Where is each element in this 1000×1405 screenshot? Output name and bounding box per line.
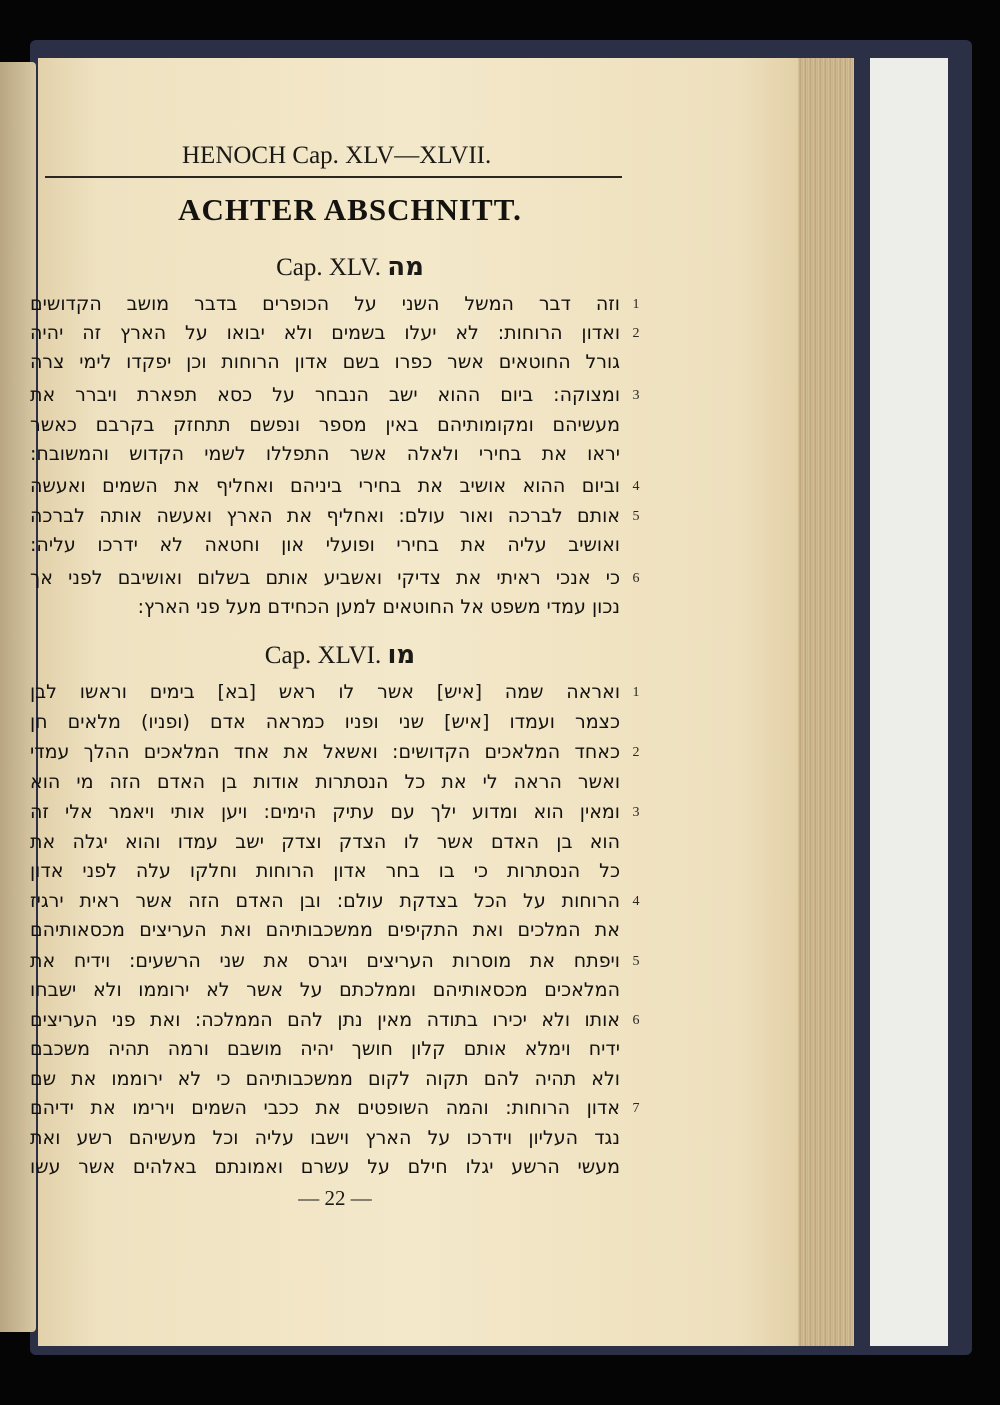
verse-number: 4 xyxy=(632,894,640,909)
text-line: מעשי הרשע יגלו חילם על עשרם ואמונתם באלהים אשר עשו xyxy=(30,1156,620,1178)
text-line: אותו ולא יכירו בתודה מאין נתן להם הממלכה: ואת פני העריצים xyxy=(30,1009,620,1031)
chapter-hebrew-number: מה xyxy=(387,252,424,282)
verse-number: 5 xyxy=(632,509,640,524)
verse-number: 4 xyxy=(632,479,640,494)
verse-number: 6 xyxy=(632,571,640,586)
section-title: ACHTER ABSCHNITT. xyxy=(178,192,522,227)
verse-number: 2 xyxy=(632,745,640,760)
chapter-label: Cap. XLV. xyxy=(276,254,381,281)
chapter-heading-xlvi xyxy=(220,640,460,676)
text-line: ואראה שמה [איש] אשר לו ראש [בא] בימים וראשו לבן xyxy=(30,681,620,703)
verse-number: 7 xyxy=(632,1101,640,1116)
text-line: אותם לברכה ואור עולם: ואחליף את הארץ ואעשה אותה לברכה xyxy=(30,505,620,527)
header-rule xyxy=(45,176,622,178)
text-line: הרוחות על הכל בצדקת עולם: ובן האדם הזה אשר ראית ירגיז xyxy=(30,890,620,912)
verse-number: 5 xyxy=(632,954,640,969)
verse-number: 6 xyxy=(632,1013,640,1028)
verse-number: 1 xyxy=(632,297,640,312)
page-stack-edges xyxy=(792,58,854,1346)
verse-number: 2 xyxy=(632,326,640,341)
text-line: וביום ההוא אושיב את בחירי ביניהם ואחליף את השמים ואעשה xyxy=(30,475,620,497)
text-line: ואשר הראה לי את כל הנסתרות אודות בן האדם הזה מי הוא xyxy=(30,771,620,793)
text-line: ואושיב עליה את בחירי ופועלי און וחטאה לא ידרכו עליה: xyxy=(30,534,620,556)
running-head: HENOCH Cap. XLV—XLVII. xyxy=(182,142,492,169)
page-number: — 22 — xyxy=(298,1186,372,1210)
text-line: ואדון הרוחות: לא יעלו בשמים ולא יבואו על הארץ זה יהיה xyxy=(30,322,620,344)
text-line: את המלכים ואת התקיפים ממשכבותיהם ואת העריצים מכסאותיהם xyxy=(30,919,620,941)
text-line: מעשיהם ומקומותיהם באין מספר ונפשם תתחזק בקרבם כאשר xyxy=(30,414,620,436)
chapter-label: Cap. XLVI. xyxy=(264,642,382,669)
text-line: ולא תהיה להם תקוה לקום ממשכבותיהם כי לא ירוממו את שם xyxy=(30,1068,620,1090)
text-line: אדון הרוחות: והמה השופטים את ככבי השמים וירימו את ידיהם xyxy=(30,1097,620,1119)
text-line: כצמר ועמדו [איש] שני ופניו כמראה אדם (ופניו) מלאים חן xyxy=(30,711,620,733)
page-block-edge xyxy=(870,58,948,1346)
verse-number: 3 xyxy=(632,805,640,820)
text-line: ומאין הוא ומדוע ילך עם עתיק הימים: ויען אותי ויאמר אלי זה xyxy=(30,801,620,823)
text-line: ידיח וימלא אותם קלון חושך יהיה מושבם ורמה תהיה משכבם xyxy=(30,1038,620,1060)
text-line: יראו את בחירי ולאלה אשר התפללו לשמי הקדוש והמשובח: xyxy=(30,443,620,465)
verse-number: 3 xyxy=(632,388,640,403)
text-line: ויפתח את מוסרות העריצים ויגרס את שני הרשעים: וידיח את xyxy=(30,950,620,972)
chapter-heading-xlv xyxy=(230,252,470,288)
text-line: ומצוקה: ביום ההוא ישב הנבחר על כסא תפארת ויברר את xyxy=(30,384,620,406)
chapter-hebrew-number: מו xyxy=(387,640,416,670)
text-line: גורל החוטאים אשר כפרו בשם אדון הרוחות וכן יפקדו לימי צרה xyxy=(30,351,620,373)
text-line: כי אנכי ראיתי את צדיקי ואשביע אותם בשלום ואושיבם לפני אך xyxy=(30,567,620,589)
text-line: כל הנסתרות כי בו בחר אדון הרוחות וחלקו עלה לפני אדון xyxy=(30,860,620,882)
text-line: המלאכים מכסאותיהם וממלכתם על אשר לא ירוממו ולא ישבחו xyxy=(30,979,620,1001)
text-line: נגד העליון וידרכו על הארץ וישבו עליה וכל מעשיהם רשע ואת xyxy=(30,1127,620,1149)
text-line: וזה דבר המשל השני על הכופרים בדבר מושב הקדושים xyxy=(30,293,620,315)
text-line: נכון עמדי משפט אל החוטאים למען הכחידם מעל פני הארץ: xyxy=(137,596,620,618)
verse-number: 1 xyxy=(632,685,640,700)
text-line: הוא בן האדם אשר לו הצדק וצדק ישב עמדו והוא יגלה את xyxy=(30,831,620,853)
text-line: כאחד המלאכים הקדושים: ואשאל את אחד המלאכים ההלך עמדי xyxy=(30,741,620,763)
